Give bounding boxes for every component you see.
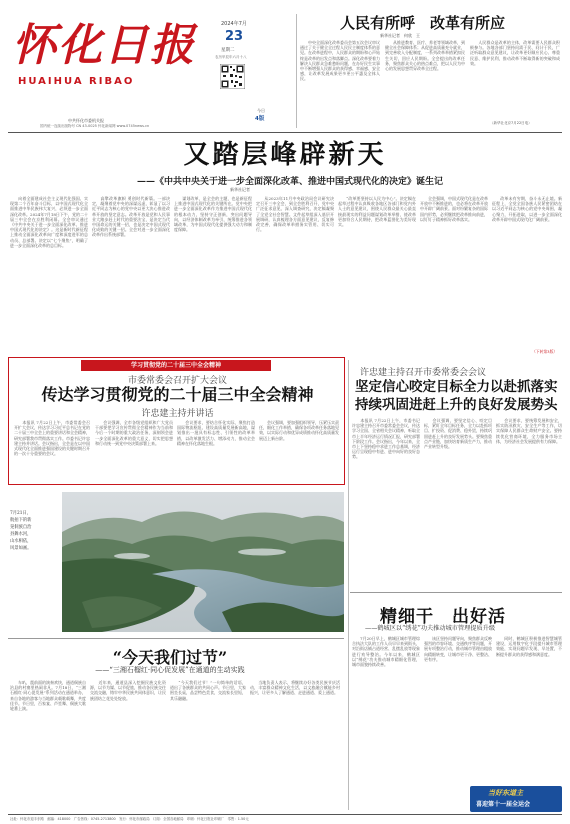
bottom-left-body-col-2: 近年来，通道县深入挖掘民族文化资源，以节为媒、以节促旅，推动各民族交往交流交融，铸牢中华民族共同体意识，让民族团结之花处处绽放。 <box>90 680 166 701</box>
feature-body-col-4: 会议强调，要加强组织领导，压紧压实责任，细化工作举措，确保各项改革任务落地见效，以实际行动和优异成绩推动怀化高质量发展迈上新台阶。 <box>259 420 339 441</box>
photo-caption-line: 7月21日， <box>10 511 32 516</box>
top-right-headline: 人民有所呼 改革有所应 <box>340 14 506 32</box>
feature-body-col-3: 会议要求，要结合怀化实际，聚焦打造国际物流枢纽、建设高质量发展新高地，谋划推出一批具有标志性、引领性的改革举措，以改革激发活力、增添动力，推动全会精神在怀化落地生根。 <box>177 420 255 446</box>
bottom-left-body-col-1: 车叭，震前面的演奏欢快，通道侗族自治县的村寨里热闹非凡。7月18日，“三湘石榴红·同心促发展”系列活动在通道举办，来自各地的游客与当地群众载歌载舞，共度佳节。节日里，百家宴、芦笙舞、侗族大歌轮番上演。 <box>10 680 86 712</box>
right-body-col-2: 会议强调，要坚定信心、咬定目标，紧盯全年目标任务，全力以赴抓项目、扩投资、促消费、稳外贸，持续巩固进赶上升的良好发展势头。要聚焦重点产业链，加快培育新质生产力，推动产业转型升级。 <box>424 418 492 450</box>
feature-subline: 许忠建主持并讲话 <box>141 409 214 419</box>
feature-headline: 传达学习贯彻党的二十届三中全会精神 <box>41 385 314 404</box>
date-weekday: 星期二 <box>221 48 235 53</box>
feature-banner: 学习贯彻党的二十届三中全会精神 <box>81 360 271 371</box>
right-kicker: 许忠建主持召开市委常委会会议 <box>360 368 487 378</box>
edition-label: 今日 <box>257 108 265 113</box>
bottom-right-subhead: ——鹤城区以“绣花”功夫推动城市管理提质升级 <box>365 625 496 632</box>
top-right-body-col-1: 中央全面深化改革委员会第五次会议审议通过了关于健全全过程人民民主制度体系的意见。在改革进程中，人民群众的期盼和心声始终是改革的出发点和落脚点。深化改革要着力解决人民群众急难愁盼问题，在办好民生实事中不断增强人民群众的获得感、幸福感、安全感，让改革发展成果更多更公平惠及全体人民。 <box>300 40 380 82</box>
landscape-photo <box>62 492 344 632</box>
qr-code-icon <box>220 64 245 89</box>
lead-body-col-4: 从2023年11月中央政治局会议研究决定召开三中全会，到全会胜利召开，党中央广泛征求意见、深入调查研究，决定稿凝聚了全党全社会智慧。文件起草组深入基层开展调研，认真梳理各方面意见建议，反复修改完善，确保改革举措务实管用、切实可行。 <box>256 196 334 233</box>
feature-kicker: 市委常委会召开扩大会议 <box>127 376 227 386</box>
right-headline-2: 持续巩固进赶上升的良好发展势头 <box>355 397 558 413</box>
photo-caption <box>10 510 58 552</box>
feature-body-col-2: 会议强调，全市各级党组织和广大党员干部要把学习宣传贯彻全会精神作为当前和今后一个时期的重大政治任务，深刻领会进一步全面深化改革的重大意义，切实把思想和行动统一到党中央决策部署上来。 <box>95 420 173 446</box>
corner-badge-line-1: 当好东道主 <box>488 789 523 797</box>
date-month: 2024年7月 <box>221 21 247 27</box>
bottom-right-body-col-3: 同时，鹤城区积极推进智慧城管建设，运用数字化手段提升城市管理效能，实现问题早发现、早处置，不断提升群众的获得感和满意度。 <box>496 636 562 657</box>
corner-badge-line-2: 喜迎第十一届全运会 <box>476 801 531 808</box>
bottom-left-subhead: ——“三湘石榴红·同心促发展”在通道的生动实践 <box>95 666 245 674</box>
feature-box <box>8 357 345 485</box>
date-day: 23 <box>225 29 244 44</box>
lead-body-col-7: 改革未有穷期，奋斗永无止境。新征程上，全党全国各族人民紧密团结在以习近平同志为核心的党中央周围，凝心聚力，开拓进取，以进一步全面深化改革开辟中国式现代化广阔前景。 <box>492 196 562 222</box>
lead-end-note: （下转第3版） <box>532 349 558 354</box>
right-body-col-3: 会议要求，要统筹发展和安全，抓实防汛救灾、安全生产等工作，切实保障人民群众生命财产安全。要持续优化营商环境，全力服务市场主体，为经济社会发展提供有力保障。 <box>496 418 562 444</box>
right-body-col-1: 本报讯 7月22日上午，市委书记许忠建主持召开市委常委会会议，传达学习全国、全省相关会议精神，听取全市上半年经济运行情况汇报，研究部署下阶段工作。会议指出，今年以来，全市上下坚持稳中求进工作总基调，经济运行呈现稳中有进、进中向好的良好态势。 <box>352 418 420 460</box>
lead-body-col-3: 谋划改革，是全会的主题，也是新征程上推进中国式现代化的关键所在。党中央把进一步全面深化改革作为推进中国式现代化的根本动力，坚持守正创新，突出问题导向，以经济体制改革为牵引，统筹推进各领域改革，为中国式现代化提供强大动力和制度保障。 <box>174 196 252 233</box>
top-right-byline: 新华社记者 何欣 王 <box>380 33 420 38</box>
edition-pages: 4版 <box>255 116 265 122</box>
date-lunar: 农历甲辰年六月十八 <box>215 55 247 59</box>
bottom-left-body-col-4: 当地负责人表示，将继续办好各类民族节庆活动，丰富群众精神文化生活，以文旅融合赋能乡村振兴，让更多人了解通道、走进通道、爱上通道。 <box>250 680 340 696</box>
bottom-right-headline: 精细干 出好活 <box>380 607 506 627</box>
bottom-right-body-col-2: 该区坚持问题导向，聚焦群众反映强烈的市容环境、交通秩序等问题，开展专项整治行动，推动城市管理由粗放向精细转变，让城市更干净、更整洁、更有序。 <box>424 636 492 662</box>
photo-caption-line: 晃侗族自治 <box>10 525 32 530</box>
lead-body-col-1: 向着全面建成社会主义现代化强国、实现第二个百年奋斗目标，以中国式现代化全面推进中华民族伟大复兴，必须进一步全面深化改革。2024年7月18日下午，党的二十届三中全会在京胜利闭幕。全会审议通过《中共中央关于进一步全面深化改革、推进中国式现代化的决定》。这是新时代新征程上推动全面深化改革向广度和深度进军的总动员、总部署。决定以“七个聚焦”，明确了进一步全面深化改革的总目标。 <box>10 196 88 248</box>
photo-caption-line: 县舞水河， <box>10 532 32 537</box>
newspaper-logo: 怀化日报 <box>12 20 196 71</box>
right-headline-1: 坚定信心咬定目标全力以赴抓落实 <box>355 379 558 395</box>
page-footer: 社址：怀化市迎丰东路 邮编：418000 广告热线：0745-2713800 发行：怀化市邮政局 订阅：全国各地邮局 印刷：怀化日报社印刷厂 零售：1.50元 <box>10 817 249 821</box>
photo-caption-line: 航拍下的新 <box>10 518 32 523</box>
masthead <box>0 0 570 130</box>
lead-body-col-5: “改革要坚持以人民为中心”。决定稿在起草过程中认真吸收各地区各部门和党内外人士的意见建议，围绕人民群众最关心最直接最现实的利益问题谋划改革举措，使改革更加符合人民期待，把改革蓝图化为美好现实。 <box>338 196 416 228</box>
bottom-right-body-col-1: 7月20日早上，鹤城区城市管理综合执法大队的工作人员早早来到街头，对沿街店铺占道经营、乱摆乱放等现象进行劝导整治。今年以来，鹤城区以“绣花”功夫推动城市精细化管理，城市面貌持续改善。 <box>352 636 420 668</box>
photo-caption-line: 风景如画。 <box>10 546 32 551</box>
logo-pinyin: HUAIHUA RIBAO <box>18 76 135 87</box>
bottom-left-body-col-3: “今天我们过节！”一句简单的话语，道出了各族群众的共同心声。节日里，大家围坐长桌，品尝特色美食，交流家长里短，其乐融融。 <box>170 680 246 701</box>
lead-headline: 又踏层峰辟新天 <box>183 140 387 170</box>
lead-body-col-2: 高擎改革旗帜 勇创时代新篇。一部决定，凝聚着党中央的深谋远虑，彰显了以习近平同志为核心的党中央以更大决心推进改革开放的坚定意志。改革开放是党和人民事业大踏步赶上时代的重要法宝，是决定当代中国命运的关键一招，也是决定中国式现代化成败的关键一招。全会对进一步全面深化改革作出系统部署。 <box>92 196 170 238</box>
publication-info: 国内统一连续出版物号 CN 43-0025 怀化新闻网 www.0745news.cn <box>40 124 150 128</box>
top-right-body-col-3: 人民群众是改革的主体，改革需要人民群众积极参与。各地各部门坚持问需于民、问计于民，广泛听取群众意见建议，让改革更好顺应民心、尊重民意、维护民利，推动改革不断取得新的突破和成效。 <box>470 40 560 66</box>
lead-byline: 新华社记者 <box>230 187 250 192</box>
sponsor-line: 中共怀化市委机关报 <box>68 118 104 123</box>
feature-body-col-1: 本报讯 7月22日上午，市委常委会召开扩大会议，传达学习习近平总书记在党的二十届三中全会上的重要讲话和全会精神，研究部署我市贯彻落实工作。市委书记许忠建主持并讲话。会议指出，全会是在以中国式现代化全面推进强国建设的关键时期召开的一次十分重要的会议。 <box>14 420 90 457</box>
photo-caption-line: 山水相依， <box>10 539 32 544</box>
bottom-left-headline: “今天我们过节” <box>112 648 228 667</box>
lead-subhead: ——《中共中央关于进一步全面深化改革、推进中国式现代化的决定》诞生记 <box>136 177 443 187</box>
corner-badge <box>470 786 562 812</box>
top-right-footer: （新华社北京7月22日电） <box>490 121 532 125</box>
top-right-body-col-2: 从推进教育、医疗、养老等领域改革，到健全社会保障体系；从促进高质量充分就业，到完善收入分配制度，一系列改革举措紧扣民生关切，回应人民期盼。全会提出的改革任务，聚焦群众关心的热点难点，把以人民为中心的发展思想贯穿改革全过程。 <box>385 40 465 72</box>
lead-body-col-6: 全会强调，中国式现代化是在改革开放中不断推进的，也必将在改革开放中开辟广阔前景。面对纷繁复杂的国际国内形势，必须继续把改革推向前进，以钉钉子精神抓好改革落实。 <box>420 196 488 222</box>
date-box <box>213 14 273 124</box>
